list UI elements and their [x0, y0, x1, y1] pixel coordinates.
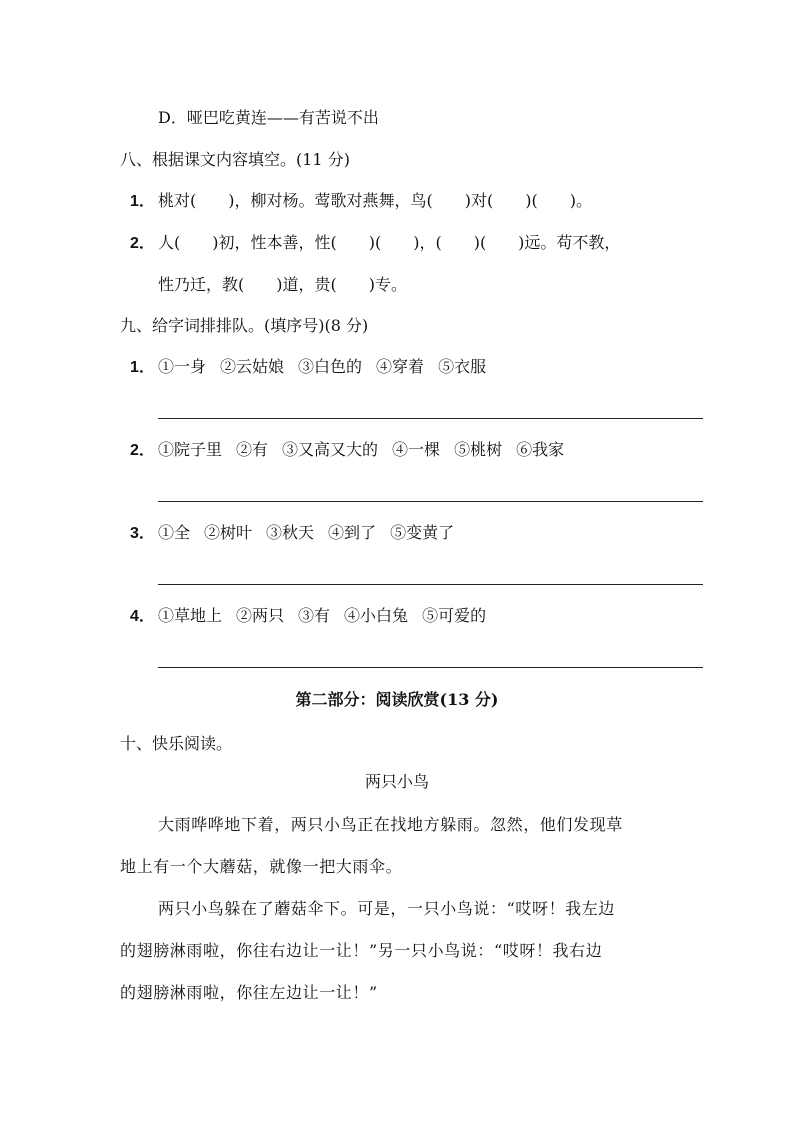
story-paragraph-2-line-2: 的翅膀淋雨啦，你往右边让一让！”另一只小鸟说：“哎呀！我右边 — [120, 941, 603, 960]
word: ①草地上 — [158, 606, 223, 625]
word: ③白色的 — [298, 357, 363, 376]
item-number: 3． — [130, 525, 155, 542]
item-number: 2． — [130, 235, 155, 252]
item-number: 2． — [130, 442, 155, 459]
part-2-heading: 第二部分：阅读欣赏(13 分) — [295, 690, 499, 709]
answer-line-4[interactable] — [158, 667, 703, 668]
item-number: 1． — [130, 193, 155, 210]
section-9-item-3 — [130, 523, 468, 544]
word: ③又高又大的 — [282, 440, 379, 459]
word: ②两只 — [236, 606, 285, 625]
answer-line-1[interactable] — [158, 418, 703, 419]
section-8-title: 八、根据课文内容填空。(11 分) — [120, 150, 350, 169]
word: ⑥我家 — [516, 440, 565, 459]
word: ⑤衣服 — [438, 357, 487, 376]
item-text: 桃对( )，柳对杨。莺歌对燕舞，鸟( )对( )( )。 — [158, 191, 592, 210]
word: ④一棵 — [392, 440, 441, 459]
section-9-item-4 — [130, 606, 500, 627]
word: ④穿着 — [376, 357, 425, 376]
word: ②有 — [236, 440, 269, 459]
story-paragraph-2-line-3: 的翅膀淋雨啦，你往左边让一让！” — [120, 983, 378, 1002]
section-8-item-2 — [130, 233, 620, 254]
word: ⑤变黄了 — [390, 523, 455, 542]
word: ③秋天 — [266, 523, 315, 542]
section-9-item-2 — [130, 440, 578, 461]
word: ④到了 — [328, 523, 377, 542]
section-9-title: 九、给字词排排队。(填序号)(8 分) — [120, 316, 369, 335]
story-title: 两只小鸟 — [364, 772, 429, 791]
item-number: 1． — [130, 359, 155, 376]
story-paragraph-2-line-1: 两只小鸟躲在了蘑菇伞下。可是，一只小鸟说：“哎呀！我左边 — [158, 899, 615, 918]
option-d: D．哑巴吃黄连——有苦说不出 — [158, 108, 379, 127]
word: ③有 — [298, 606, 331, 625]
answer-line-2[interactable] — [158, 501, 703, 502]
word: ⑤桃树 — [454, 440, 503, 459]
word: ④小白兔 — [344, 606, 409, 625]
word: ①一身 — [158, 357, 207, 376]
story-paragraph-1-line-2: 地上有一个大蘑菇，就像一把大雨伞。 — [120, 857, 403, 876]
word: ②树叶 — [204, 523, 253, 542]
item-text: 人( )初，性本善，性( )( )，( )( )远。苟不教， — [158, 233, 621, 252]
word: ②云姑娘 — [220, 357, 285, 376]
word: ①全 — [158, 523, 191, 542]
answer-line-3[interactable] — [158, 584, 703, 585]
story-paragraph-1-line-1: 大雨哗哗地下着，两只小鸟正在找地方躲雨。忽然，他们发现草 — [158, 815, 623, 834]
section-8-item-2-continued: 性乃迁，教( )道，贵( )专。 — [158, 275, 407, 294]
word: ⑤可爱的 — [422, 606, 487, 625]
section-9-item-1 — [130, 357, 500, 378]
item-number: 4． — [130, 608, 155, 625]
word: ①院子里 — [158, 440, 223, 459]
section-10-title: 十、快乐阅读。 — [120, 734, 233, 753]
section-8-item-1 — [130, 191, 592, 212]
